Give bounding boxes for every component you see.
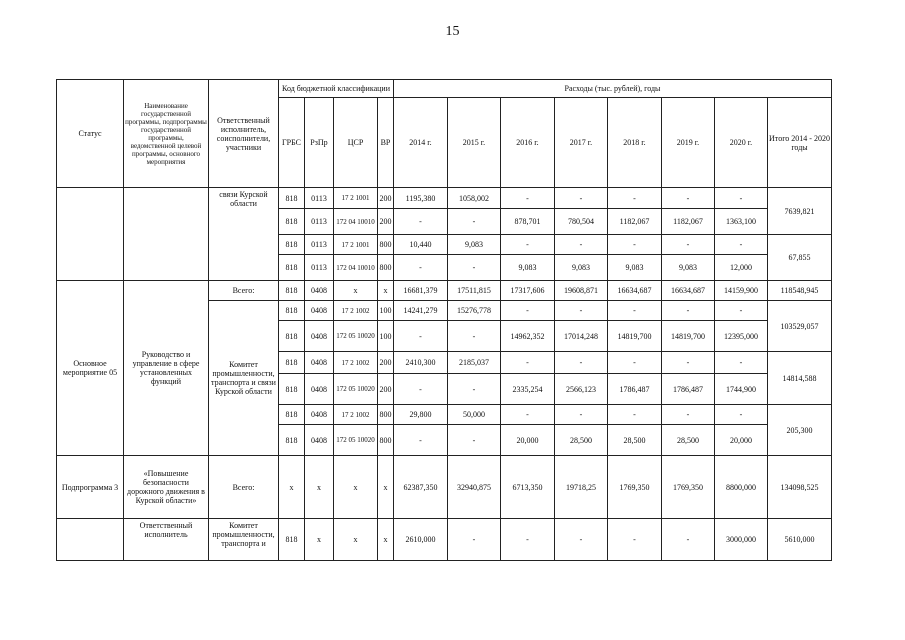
csr-cell: x [334, 519, 378, 561]
csr-cell: 17 2 1002 [334, 301, 378, 321]
value-cell: 16634,687 [608, 281, 662, 301]
executor-cell: Всего: [209, 281, 279, 301]
grbs-cell: 818 [279, 209, 305, 235]
total-cell: 67,855 [768, 235, 832, 281]
value-cell: - [608, 405, 662, 425]
table-row [57, 188, 832, 209]
vr-cell: 800 [378, 235, 394, 255]
value-cell: 1786,487 [608, 374, 662, 405]
status-cell: Подпрограмма 3 [57, 456, 124, 519]
value-cell: 28,500 [662, 425, 715, 456]
rzpr-cell: 0408 [305, 281, 334, 301]
value-cell: 878,701 [501, 209, 555, 235]
value-cell: 17511,815 [448, 281, 501, 301]
table-row [57, 456, 832, 519]
value-cell: 20,000 [715, 425, 768, 456]
executor-cell: Комитет промышленности, транспорта и связи Курской области [209, 301, 279, 456]
value-cell: 17014,248 [555, 321, 608, 352]
value-cell: - [608, 235, 662, 255]
value-cell: - [448, 255, 501, 281]
value-cell: 32940,875 [448, 456, 501, 519]
header-year: 2014 г. [394, 98, 448, 188]
value-cell: - [555, 519, 608, 561]
value-cell: - [662, 235, 715, 255]
value-cell: 14159,900 [715, 281, 768, 301]
value-cell: - [608, 519, 662, 561]
header-rzpr: РзПр [305, 98, 334, 188]
csr-cell: 172 04 10010 [334, 209, 378, 235]
value-cell: - [662, 405, 715, 425]
header-executor: Ответственный исполнитель, соисполнители, участники [209, 80, 279, 188]
value-cell: - [555, 405, 608, 425]
value-cell: 28,500 [555, 425, 608, 456]
header-total: Итого 2014 - 2020 годы [768, 98, 832, 188]
value-cell: 2335,254 [501, 374, 555, 405]
rzpr-cell: 0113 [305, 188, 334, 209]
total-cell: 14814,588 [768, 352, 832, 405]
value-cell: - [662, 301, 715, 321]
csr-cell: x [334, 456, 378, 519]
value-cell: 2566,123 [555, 374, 608, 405]
value-cell: 8800,000 [715, 456, 768, 519]
rzpr-cell: 0113 [305, 209, 334, 235]
value-cell: 14819,700 [662, 321, 715, 352]
status-cell [57, 519, 124, 561]
value-cell: 14241,279 [394, 301, 448, 321]
value-cell: 1182,067 [662, 209, 715, 235]
executor-cell: Всего: [209, 456, 279, 519]
total-cell: 5610,000 [768, 519, 832, 561]
value-cell: - [394, 255, 448, 281]
header-year: 2016 г. [501, 98, 555, 188]
status-cell: Основное мероприятие 05 [57, 281, 124, 456]
value-cell: 17317,606 [501, 281, 555, 301]
value-cell: 1182,067 [608, 209, 662, 235]
header-vr: ВР [378, 98, 394, 188]
value-cell: 9,083 [448, 235, 501, 255]
value-cell: 20,000 [501, 425, 555, 456]
grbs-cell: 818 [279, 255, 305, 281]
vr-cell: 800 [378, 425, 394, 456]
value-cell: 62387,350 [394, 456, 448, 519]
value-cell: - [448, 321, 501, 352]
value-cell: 2410,300 [394, 352, 448, 374]
value-cell: - [715, 188, 768, 209]
vr-cell: x [378, 456, 394, 519]
value-cell: - [662, 519, 715, 561]
csr-cell: 17 2 1001 [334, 188, 378, 209]
vr-cell: 200 [378, 374, 394, 405]
value-cell: - [394, 425, 448, 456]
grbs-cell: 818 [279, 281, 305, 301]
rzpr-cell: 0408 [305, 425, 334, 456]
value-cell: 10,440 [394, 235, 448, 255]
value-cell: - [555, 235, 608, 255]
header-name: Наименование государственной программы, подпрограммы государственной программы, ведомственной целевой программы, основного мероприятия [124, 80, 209, 188]
value-cell: - [608, 352, 662, 374]
value-cell: 28,500 [608, 425, 662, 456]
name-cell: «Повышение безопасности дорожного движения в Курской области» [124, 456, 209, 519]
grbs-cell: 818 [279, 321, 305, 352]
total-cell: 103529,057 [768, 301, 832, 352]
header-grbs: ГРБС [279, 98, 305, 188]
name-cell [124, 188, 209, 281]
value-cell: 1363,100 [715, 209, 768, 235]
grbs-cell: 818 [279, 235, 305, 255]
value-cell: - [501, 519, 555, 561]
grbs-cell: 818 [279, 374, 305, 405]
vr-cell: 800 [378, 255, 394, 281]
value-cell: - [715, 405, 768, 425]
header-year: 2015 г. [448, 98, 501, 188]
rzpr-cell: 0113 [305, 255, 334, 281]
rzpr-cell: x [305, 456, 334, 519]
vr-cell: 800 [378, 405, 394, 425]
value-cell: - [448, 374, 501, 405]
total-cell: 118548,945 [768, 281, 832, 301]
value-cell: - [555, 301, 608, 321]
value-cell: - [501, 188, 555, 209]
value-cell: 1769,350 [608, 456, 662, 519]
rzpr-cell: x [305, 519, 334, 561]
value-cell: - [501, 301, 555, 321]
header-year: 2020 г. [715, 98, 768, 188]
total-cell: 134098,525 [768, 456, 832, 519]
total-cell: 7639,821 [768, 188, 832, 235]
value-cell: 14819,700 [608, 321, 662, 352]
value-cell: 50,000 [448, 405, 501, 425]
name-cell: Ответственный исполнитель [124, 519, 209, 561]
value-cell: - [501, 352, 555, 374]
grbs-cell: 818 [279, 352, 305, 374]
vr-cell: 200 [378, 209, 394, 235]
header-expenses: Расходы (тыс. рублей), годы [394, 80, 832, 98]
rzpr-cell: 0408 [305, 352, 334, 374]
value-cell: 12395,000 [715, 321, 768, 352]
csr-cell: 172 05 10020 [334, 425, 378, 456]
value-cell: - [394, 321, 448, 352]
vr-cell: x [378, 519, 394, 561]
vr-cell: 200 [378, 352, 394, 374]
table-row [57, 519, 832, 561]
grbs-cell: 818 [279, 301, 305, 321]
value-cell: - [448, 425, 501, 456]
value-cell: 9,083 [501, 255, 555, 281]
value-cell: 12,000 [715, 255, 768, 281]
csr-cell: 172 04 10010 [334, 255, 378, 281]
value-cell: 29,800 [394, 405, 448, 425]
csr-cell: x [334, 281, 378, 301]
value-cell: - [555, 188, 608, 209]
header-csr: ЦСР [334, 98, 378, 188]
value-cell: - [501, 405, 555, 425]
value-cell: 1744,900 [715, 374, 768, 405]
value-cell: - [715, 352, 768, 374]
grbs-cell: 818 [279, 425, 305, 456]
value-cell: - [394, 374, 448, 405]
value-cell: 14962,352 [501, 321, 555, 352]
vr-cell: 200 [378, 188, 394, 209]
value-cell: 3000,000 [715, 519, 768, 561]
vr-cell: x [378, 281, 394, 301]
value-cell: 1058,002 [448, 188, 501, 209]
value-cell: - [715, 235, 768, 255]
csr-cell: 172 05 10020 [334, 374, 378, 405]
executor-cell: Комитет промышленности, транспорта и [209, 519, 279, 561]
table-row [57, 281, 832, 301]
value-cell: - [608, 301, 662, 321]
csr-cell: 17 2 1002 [334, 352, 378, 374]
value-cell: 2610,000 [394, 519, 448, 561]
rzpr-cell: 0408 [305, 321, 334, 352]
rzpr-cell: 0408 [305, 301, 334, 321]
value-cell: 1769,350 [662, 456, 715, 519]
value-cell: 9,083 [608, 255, 662, 281]
total-cell: 205,300 [768, 405, 832, 456]
page-number: 15 [445, 24, 460, 39]
grbs-cell: 818 [279, 188, 305, 209]
executor-cell: связи Курской области [209, 188, 279, 281]
value-cell: 16681,379 [394, 281, 448, 301]
csr-cell: 172 05 10020 [334, 321, 378, 352]
grbs-cell: x [279, 456, 305, 519]
value-cell: 19718,25 [555, 456, 608, 519]
value-cell: 19608,871 [555, 281, 608, 301]
value-cell: - [448, 519, 501, 561]
grbs-cell: 818 [279, 405, 305, 425]
vr-cell: 100 [378, 301, 394, 321]
value-cell: - [608, 188, 662, 209]
value-cell: 780,504 [555, 209, 608, 235]
value-cell: 15276,778 [448, 301, 501, 321]
header-budget-code: Код бюджетной классификации [279, 80, 394, 98]
value-cell: - [555, 352, 608, 374]
value-cell: - [715, 301, 768, 321]
rzpr-cell: 0408 [305, 405, 334, 425]
value-cell: 2185,037 [448, 352, 501, 374]
value-cell: 1195,380 [394, 188, 448, 209]
status-cell [57, 188, 124, 281]
vr-cell: 100 [378, 321, 394, 352]
value-cell: - [394, 209, 448, 235]
header-year: 2018 г. [608, 98, 662, 188]
csr-cell: 17 2 1002 [334, 405, 378, 425]
value-cell: 1786,487 [662, 374, 715, 405]
value-cell: - [662, 352, 715, 374]
grbs-cell: 818 [279, 519, 305, 561]
value-cell: 16634,687 [662, 281, 715, 301]
value-cell: - [501, 235, 555, 255]
header-status: Статус [57, 80, 124, 188]
value-cell: 9,083 [662, 255, 715, 281]
value-cell: - [662, 188, 715, 209]
csr-cell: 17 2 1001 [334, 235, 378, 255]
rzpr-cell: 0113 [305, 235, 334, 255]
value-cell: 9,083 [555, 255, 608, 281]
rzpr-cell: 0408 [305, 374, 334, 405]
name-cell: Руководство и управление в сфере установленных функций [124, 281, 209, 456]
budget-table [56, 79, 832, 561]
header-year: 2019 г. [662, 98, 715, 188]
header-year: 2017 г. [555, 98, 608, 188]
value-cell: 6713,350 [501, 456, 555, 519]
value-cell: - [448, 209, 501, 235]
